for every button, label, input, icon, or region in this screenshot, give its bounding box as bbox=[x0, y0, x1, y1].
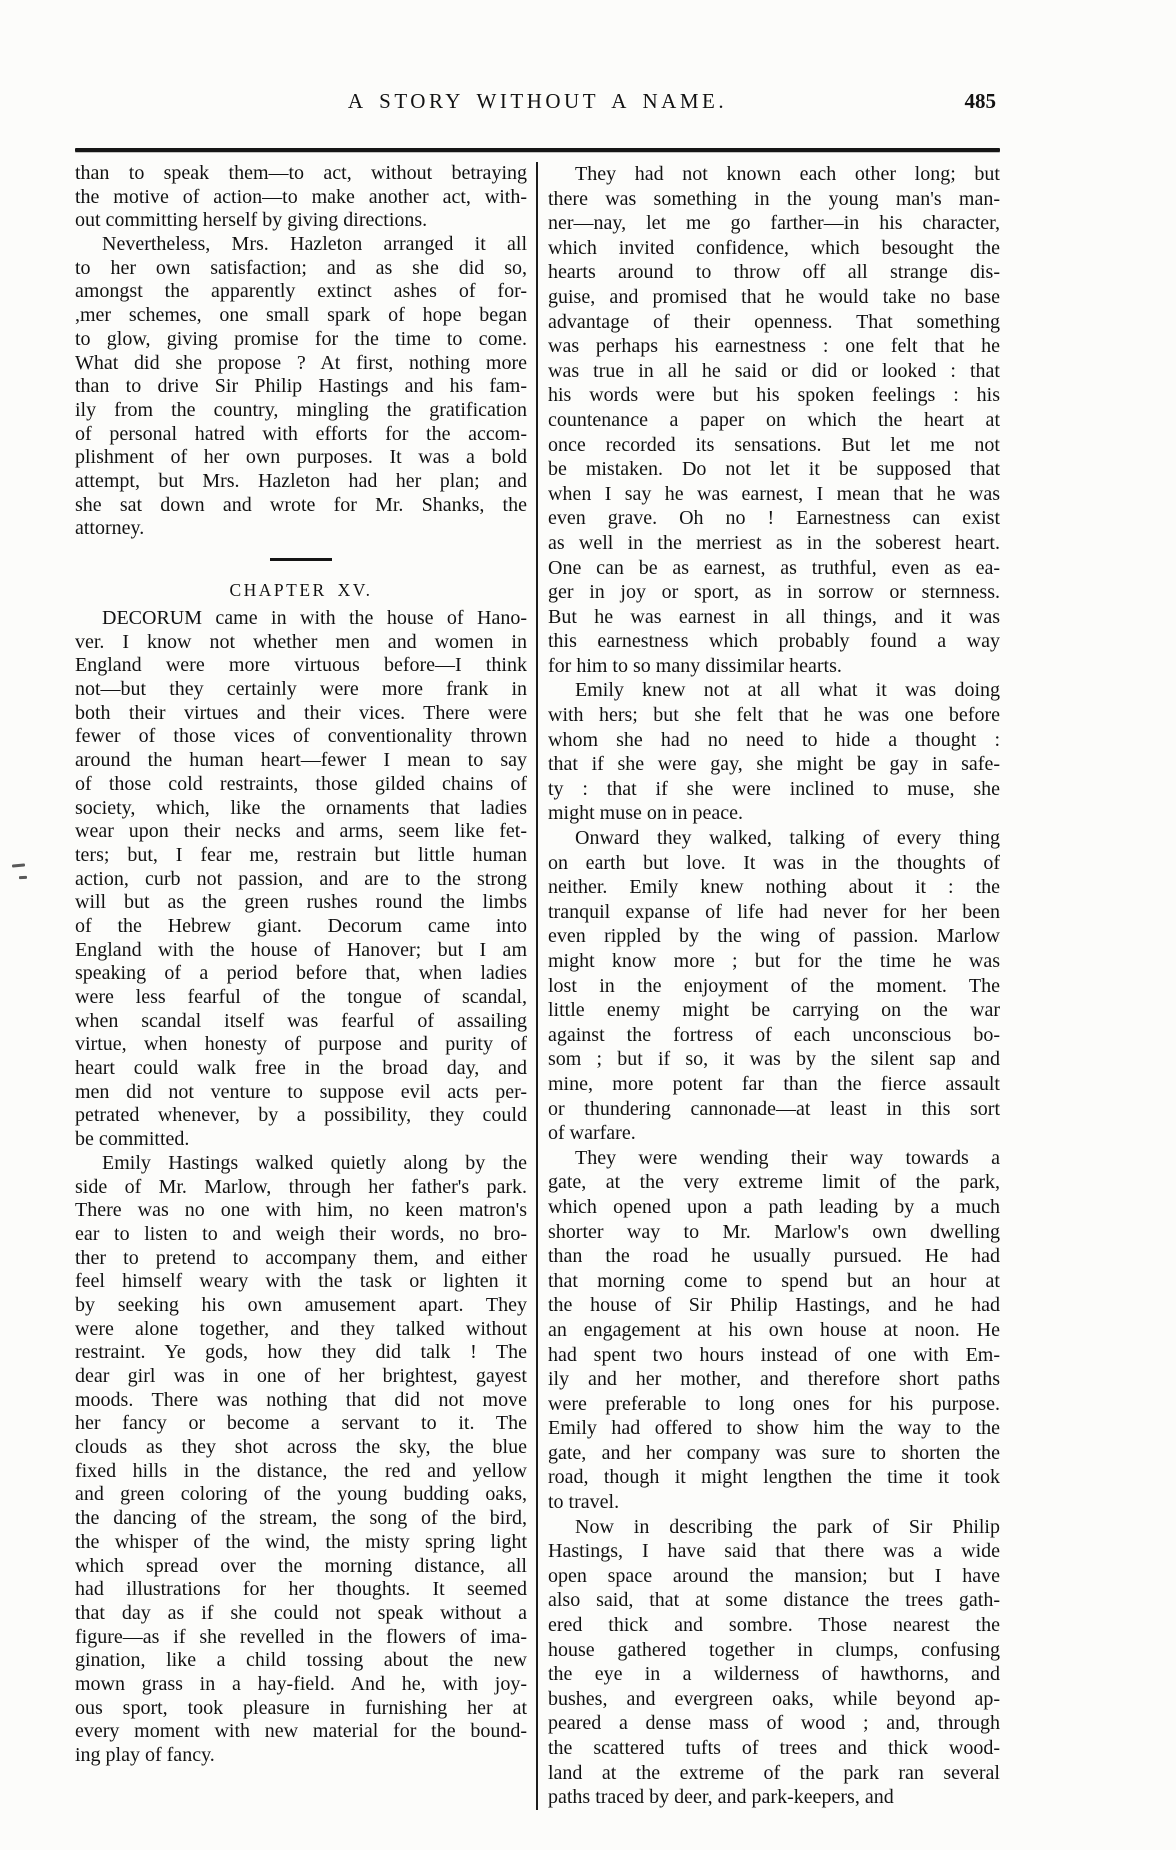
text-line: ,mer schemes, one small spark of hope began bbox=[75, 304, 527, 327]
text-line: ty : that if she were inclined to muse, she bbox=[548, 777, 1000, 800]
text-line: plishment of her own purposes. It was a bold bbox=[75, 446, 527, 469]
text-line: speaking of a period before that, when ladies bbox=[75, 962, 527, 985]
text-line: petrated whenever, by a possibility, they could bbox=[75, 1104, 527, 1127]
text-line: for him to so many dissimilar hearts. bbox=[548, 654, 842, 677]
text-line: men did not venture to suppose evil acts per- bbox=[75, 1080, 527, 1103]
text-line: Onward they walked, talking of every thing bbox=[575, 827, 1000, 850]
text-line: countenance a paper on which the heart at bbox=[548, 408, 1000, 431]
text-line: the house of Sir Philip Hastings, and he had bbox=[548, 1294, 1000, 1317]
text-line: his words were but his spoken feelings : his bbox=[548, 384, 1000, 407]
chapter-heading: CHAPTER XV. bbox=[229, 580, 373, 600]
text-line: had spent two hours instead of one with Em- bbox=[548, 1343, 1000, 1366]
text-line: ger in joy or sport, as in sorrow or sternness. bbox=[548, 581, 1000, 604]
text-line: when scandal itself was fearful of assailing bbox=[75, 1009, 527, 1032]
text-line: ily from the country, mingling the gratification bbox=[75, 398, 527, 421]
page-content bbox=[75, 86, 1000, 1810]
text-line: road, though it might lengthen the time it took bbox=[548, 1466, 1000, 1489]
text-line: the scattered tufts of trees and thick wood- bbox=[548, 1737, 1000, 1759]
left-column-paragraphs-top bbox=[75, 162, 527, 541]
text-line: clouds as they shot across the sky, the blue bbox=[75, 1436, 527, 1459]
text-line: DECORUM came in with the house of Hano- bbox=[102, 607, 527, 629]
text-line: and green coloring of the young budding oaks, bbox=[75, 1483, 527, 1506]
right-column bbox=[548, 162, 1000, 1810]
text-line: both their virtues and their vices. There were bbox=[75, 701, 527, 724]
text-line: peared a dense mass of wood ; and, through bbox=[548, 1712, 1000, 1735]
text-line: her fancy or become a servant to it. The bbox=[75, 1412, 527, 1435]
text-line: England with the house of Hanover; but I am bbox=[75, 938, 527, 961]
text-line: ear to listen to and weigh their words, no bro- bbox=[75, 1222, 527, 1245]
text-line: Now in describing the park of Sir Philip bbox=[575, 1515, 1000, 1538]
text-line: an engagement at his own house at noon. He bbox=[548, 1318, 1000, 1341]
text-line: once recorded its sensations. But let me not bbox=[548, 433, 1000, 456]
text-line: which invited confidence, which besought the bbox=[548, 236, 1000, 259]
text-line: as well in the merriest as in the soberest heart. bbox=[548, 531, 1000, 554]
text-line: gination, like a child tossing about the new bbox=[75, 1649, 527, 1672]
text-line: that if she were gay, she might be gay in safe- bbox=[548, 753, 1000, 776]
text-line: also said, that at some distance the trees gath- bbox=[548, 1589, 1000, 1612]
text-line: the motive of action—to make another act, with- bbox=[75, 185, 527, 208]
text-line: which opened upon a path leading by a much bbox=[548, 1195, 1000, 1218]
page-header bbox=[75, 86, 1000, 120]
text-line: land at the extreme of the park ran several bbox=[548, 1761, 1000, 1784]
text-line: advantage of their openness. That something bbox=[548, 310, 1000, 333]
text-line: neither. Emily knew nothing about it : the bbox=[548, 876, 1000, 899]
text-line: of warfare. bbox=[548, 1122, 636, 1145]
separator-rule bbox=[270, 558, 332, 561]
text-line: to her own satisfaction; and as she did so, bbox=[75, 256, 527, 279]
text-line: or thundering cannonade—at least in this sort bbox=[548, 1097, 1000, 1120]
text-line: house gathered together in clumps, confusing bbox=[548, 1638, 1000, 1661]
text-line: than to drive Sir Philip Hastings and his fam- bbox=[75, 375, 527, 398]
text-line: moods. There was nothing that did not move bbox=[75, 1388, 527, 1411]
text-line: side of Mr. Marlow, through her father's park. bbox=[75, 1175, 527, 1198]
text-line: paths traced by deer, and park-keepers, and bbox=[548, 1786, 894, 1809]
text-line: fixed hills in the distance, the red and yellow bbox=[75, 1459, 527, 1482]
margin-pencil-mark bbox=[12, 864, 32, 886]
text-line: mine, more potent far than the fierce assault bbox=[548, 1072, 1000, 1095]
text-line: were alone together, and they talked without bbox=[75, 1317, 527, 1340]
text-line: ver. I know not whether men and women in bbox=[75, 630, 527, 653]
text-line: gate, and her company was sure to shorten the bbox=[548, 1441, 1000, 1464]
text-line: restraint. Ye gods, how they did talk ! The bbox=[75, 1341, 527, 1364]
text-line: with hers; but she felt that he was one before bbox=[548, 704, 1000, 727]
text-columns bbox=[75, 162, 1000, 1810]
text-line: against the fortress of each unconscious bo- bbox=[548, 1023, 1000, 1046]
text-line: not—but they certainly were more frank in bbox=[75, 678, 527, 701]
text-line: little enemy might be carrying on the war bbox=[548, 999, 1000, 1022]
text-line: be committed. bbox=[75, 1128, 190, 1151]
text-line: tranquil expanse of life had never for her been bbox=[548, 900, 1000, 923]
text-line: They were wending their way towards a bbox=[575, 1146, 1000, 1169]
text-line: society, which, like the ornaments that ladies bbox=[75, 796, 527, 819]
text-line: wear upon their necks and arms, seem like fet- bbox=[75, 820, 527, 843]
text-line: virtue, when honesty of purpose and purity of bbox=[75, 1033, 527, 1056]
text-line: will but as the green rushes round the limbs bbox=[75, 891, 527, 914]
text-line: when I say he was earnest, I mean that he was bbox=[548, 482, 1000, 505]
text-line: on earth but love. It was in the thoughts of bbox=[548, 851, 1000, 874]
text-line: One can be as earnest, as truthful, even as ea- bbox=[548, 556, 1000, 579]
text-line: around the human heart—fewer I mean to say bbox=[75, 749, 527, 772]
text-line: of personal hatred with efforts for the accom- bbox=[75, 422, 527, 445]
text-line: might muse on in peace. bbox=[548, 802, 743, 825]
text-line: this earnestness which probably found a way bbox=[548, 630, 1000, 653]
column-divider-rule bbox=[536, 162, 538, 1810]
text-line: They had not known each other long; but bbox=[575, 163, 1000, 185]
text-line: there was something in the young man's man- bbox=[548, 187, 1000, 210]
text-line: the dancing of the stream, the song of the bird, bbox=[75, 1507, 527, 1530]
text-line: had illustrations for her thoughts. It seemed bbox=[75, 1578, 527, 1601]
text-line: guise, and promised that he would take no base bbox=[548, 285, 1000, 308]
text-line: gate, at the very extreme limit of the park, bbox=[548, 1171, 1000, 1194]
text-line: Emily had offered to show him the way to the bbox=[548, 1417, 1000, 1440]
text-line: to travel. bbox=[548, 1491, 620, 1514]
text-line: be mistaken. Do not let it be supposed that bbox=[548, 458, 1000, 481]
text-line: ily and her mother, and therefore short paths bbox=[548, 1368, 1000, 1391]
text-line: than to speak them—to act, without betraying bbox=[75, 162, 527, 184]
text-line: the whisper of the wind, the misty spring light bbox=[75, 1530, 527, 1553]
text-line: that day as if she could not speak without a bbox=[75, 1601, 527, 1624]
text-line: lost in the enjoyment of the moment. The bbox=[548, 974, 1000, 997]
text-line: the eye in a wilderness of hawthorns, and bbox=[548, 1663, 1000, 1686]
text-line: was perhaps his earnestness : one felt that he bbox=[548, 335, 1000, 358]
text-line: ing play of fancy. bbox=[75, 1744, 215, 1766]
text-line: of the Hebrew giant. Decorum came into bbox=[75, 914, 527, 937]
text-line: ters; but, I fear me, restrain but little human bbox=[75, 843, 527, 866]
text-line: might know more ; but for the time he was bbox=[548, 950, 1000, 972]
text-line: open space around the mansion; but I have bbox=[548, 1564, 1000, 1587]
text-line: to glow, giving promise for the time to come. bbox=[75, 327, 527, 350]
text-line: that morning come to spend but an hour at bbox=[548, 1269, 1000, 1292]
text-line: amongst the apparently extinct ashes of for- bbox=[75, 280, 527, 303]
text-line: shorter way to Mr. Marlow's own dwelling bbox=[548, 1220, 1000, 1243]
left-column bbox=[75, 162, 527, 1810]
page-number: 485 bbox=[964, 89, 996, 113]
text-line: ous sport, took pleasure in furnishing her at bbox=[75, 1696, 527, 1719]
text-line: was true in all he said or did or looked : that bbox=[548, 359, 1000, 382]
text-line: hearts around to throw off all strange dis- bbox=[548, 261, 1000, 284]
text-line: bushes, and evergreen oaks, while beyond ap- bbox=[548, 1687, 1000, 1710]
text-line: Emily knew not at all what it was doing bbox=[575, 679, 1000, 702]
text-line: of those cold restraints, those gilded chains of bbox=[75, 772, 527, 795]
text-line: There was no one with him, no keen matron's bbox=[75, 1199, 527, 1222]
text-line: even grave. Oh no ! Earnestness can exist bbox=[548, 507, 1000, 530]
text-line: whom she had no need to hide a thought : bbox=[548, 728, 1000, 751]
text-line: ered thick and sombre. Those nearest the bbox=[548, 1614, 1000, 1637]
right-column-paragraphs bbox=[548, 162, 1000, 1810]
left-column-paragraphs-bottom bbox=[75, 607, 527, 1768]
text-line: heart could walk free in the broad day, and bbox=[75, 1057, 527, 1080]
text-line: ther to pretend to accompany them, and either bbox=[75, 1246, 527, 1269]
text-line: dear girl was in one of her brightest, gayest bbox=[75, 1365, 527, 1387]
text-line: Nevertheless, Mrs. Hazleton arranged it all bbox=[102, 233, 527, 256]
text-line: which spread over the morning distance, all bbox=[75, 1554, 527, 1577]
text-line: England were more virtuous before—I think bbox=[75, 654, 527, 677]
text-line: Hastings, I have said that there was a wide bbox=[548, 1540, 1000, 1563]
text-line: attempt, but Mrs. Hazleton had her plan; and bbox=[75, 469, 527, 492]
text-line: every moment with new material for the bound- bbox=[75, 1720, 527, 1743]
section-separator bbox=[75, 541, 527, 577]
header-rule bbox=[75, 148, 1000, 152]
text-line: were less fearful of the tongue of scandal, bbox=[75, 986, 527, 1008]
text-line: But he was earnest in all things, and it was bbox=[548, 605, 1000, 628]
text-line: even rippled by the wing of passion. Marlow bbox=[548, 925, 1000, 948]
running-title: A STORY WITHOUT A NAME. bbox=[347, 89, 728, 113]
text-line: som ; but if so, it was by the silent sap and bbox=[548, 1048, 1000, 1071]
text-line: What did she propose ? At first, nothing more bbox=[75, 351, 527, 374]
text-line: she sat down and wrote for Mr. Shanks, the bbox=[75, 493, 527, 516]
text-line: figure—as if she revelled in the flowers of ima- bbox=[75, 1625, 527, 1648]
text-line: feel himself weary with the task or lighten it bbox=[75, 1270, 527, 1293]
text-line: action, curb not passion, and are to the strong bbox=[75, 867, 527, 890]
text-line: fewer of those vices of conventionality thrown bbox=[75, 725, 527, 748]
text-line: by seeking his own amusement apart. They bbox=[75, 1293, 527, 1316]
text-line: attorney. bbox=[75, 517, 145, 540]
text-line: mown grass in a hay-field. And he, with joy- bbox=[75, 1672, 527, 1695]
text-line: than the road he usually pursued. He had bbox=[548, 1245, 1000, 1268]
text-line: ner—nay, let me go farther—in his character, bbox=[548, 212, 1000, 235]
text-line: out committing herself by giving directions. bbox=[75, 209, 428, 232]
text-line: Emily Hastings walked quietly along by the bbox=[102, 1151, 527, 1174]
text-line: were preferable to long ones for his purpose. bbox=[548, 1392, 1000, 1415]
